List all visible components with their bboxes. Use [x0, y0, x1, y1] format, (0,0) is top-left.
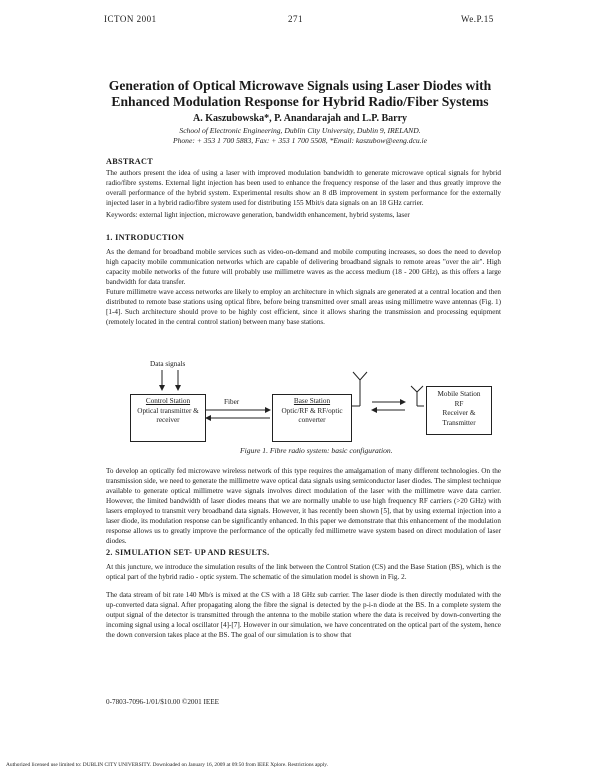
ms-antenna-icon [411, 386, 423, 392]
section-1-heading: 1. INTRODUCTION [106, 233, 185, 242]
paper-title-line-1: Generation of Optical Microwave Signals using Laser Diodes with [108, 78, 492, 93]
section-1-paragraph-2: Future millimetre wave access networks are likely to employ an architecture in which signals are generated at a central location and then distributed to remote base stations using optical fibre, before being transmitted over small areas using millimetre wave antennas (Fig. 1) [1-4]. Such architecture should prove to be highly cost efficient, since it allows sharing the transmission and processing equipment (remotely located in the central control station) between many base stations. [106, 288, 501, 326]
section-1-paragraph-1: As the demand for broadband mobile services such as video-on-demand and mobile computing increases, so does the need to develop high capacity mobile communication networks which are capable of delivering broadband signals to remote areas "over the air". High capacity mobile networks of the future will probably use millimetre waves as the access medium (18 - 200 GHz), as this offers a large bandwidth for data transfer. [106, 248, 501, 286]
mobile-station-title: Mobile Station [437, 390, 481, 398]
running-header-right: We.P.15 [461, 14, 494, 24]
copyright-line: 0-7803-7096-1/01/$10.00 ©2001 IEEE [106, 698, 220, 706]
section-2-heading: 2. SIMULATION SET- UP AND RESULTS. [106, 548, 270, 557]
affiliation [90, 126, 510, 146]
bs-antenna-icon [353, 372, 367, 380]
control-station-title: Control Station [145, 397, 191, 405]
control-station-box [130, 394, 206, 442]
paper-title-line-2: Enhanced Modulation Response for Hybrid Radio/Fiber Systems [111, 94, 489, 109]
data-signals-label: Data signals [150, 360, 186, 368]
license-footer: Authorized licensed use limited to: DUBLIN CITY UNIVERSITY. Downloaded on January 16, 2009 at 09:50 from IEEE Xplore. Restrictions apply. [6, 762, 328, 768]
section-2-paragraph-1: At this juncture, we introduce the simulation results of the link between the Control Station (CS) and the Base Station (BS), which is the optical part of the hybrid radio - optic system. The schematic of the simulation model is shown in Fig. 2. [106, 563, 501, 581]
base-station-box [272, 394, 352, 442]
authors: A. Kaszubowska*, P. Anandarajah and L.P. Barry [192, 113, 408, 124]
page-number: 271 [288, 14, 303, 24]
section-2-paragraph-2: The data stream of bit rate 140 Mb/s is mixed at the CS with a 18 GHz sub carrier. The laser diode is then directly modulated with the up-converted data signal. After propagating along the fibre the signal is detected by the p-i-n diode at the BS. In a complete system the output signal of the detector is transmitted through the antenna to the mobile station where the data is received by down-converting the incoming signal using a local oscillator [4]-[7]. However in our simulation, we have concentrated on the optical part of the system, hence the down conversion takes place at the BS. The goal of our simulation is to show that [106, 591, 501, 639]
mobile-station-receiver: Receiver & [442, 409, 476, 417]
affiliation-address: School of Electronic Engineering, Dublin City University, Dublin 9, IRELAND. [179, 126, 421, 135]
mobile-station-box [426, 386, 492, 435]
running-header-left: ICTON 2001 [104, 14, 157, 24]
base-station-title: Base Station [293, 397, 331, 405]
mobile-station-transmitter: Transmitter [442, 418, 476, 427]
abstract-text: The authors present the idea of using a laser with improved modulation bandwidth to generate microwave optical signals for hybrid radio/fibre systems. External light injection has been used to enhance the frequency response of the laser and thus greatly improve the overall performance of the hybrid system. Experimental results show an 8 dB improvement in system performance for the externally injected laser in a hybrid radio/fibre system used for distributing 155 Mbit/s data signals on an 18 GHz carrier. [106, 169, 501, 207]
fiber-label: Fiber [224, 398, 240, 406]
figure-1-caption: Figure 1. Fibre radio system: basic configuration. [240, 446, 393, 455]
keywords: Keywords: external light injection, microwave generation, bandwidth enhancement, hybrid systems, laser [106, 211, 410, 219]
mobile-station-rf: RF [454, 399, 464, 408]
paragraph-3: To develop an optically fed microwave wireless network of this type requires the amalgamation of many different technologies. On the transmission side, we need to generate the millimetre wave optical data signals using semiconductor laser diodes. The simplest technique available to generate optical millimetre wave signals involves direct modulation of the laser with the millimetre wave data carrier. However, the limited bandwidth of laser diodes means that we are normally unable to use high frequency RF carriers (>20 GHz) with lasers employed to transmit very broadband data signals. However, it has recently been shown [5], that by using external injection into a laser diode, its modulation response can be significantly enhanced. In this paper we demonstrate that this enhancement of the modulation response allows us to greatly improve the performance of the optically fed millimetre wave system based on direct modulation of laser diodes. [106, 467, 501, 545]
affiliation-contact: Phone: + 353 1 700 5883, Fax: + 353 1 700 5508, *Email: kaszubow@eeng.dcu.ie [172, 136, 428, 145]
abstract-heading: ABSTRACT [106, 157, 153, 166]
base-station-body: Optic/RF & RF/optic converter [281, 406, 343, 424]
figure-1 [120, 342, 500, 482]
control-station-body: Optical transmitter & receiver [137, 406, 199, 424]
